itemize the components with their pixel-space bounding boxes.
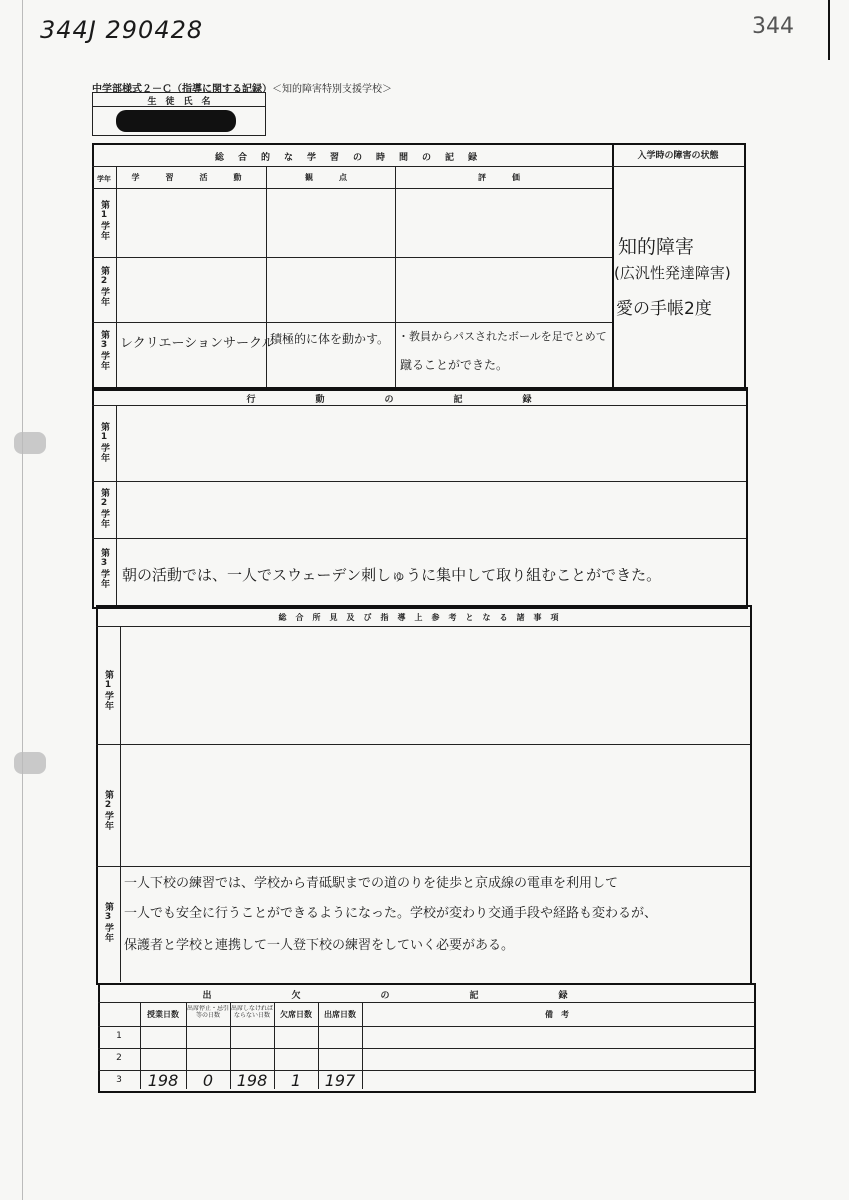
col-required: 出席しなければならない日数 <box>230 1005 273 1019</box>
attendance-title: 出欠の記録 <box>202 991 648 1001</box>
archive-code: 344J 290428 <box>40 16 204 44</box>
page-edge-right <box>828 0 830 60</box>
school-type: ＜知的障害特別支援学校＞ <box>272 84 392 95</box>
findings-year3-line3: 保護者と学校と連携して一人登下校の練習をしていく必要がある。 <box>124 938 515 953</box>
year3-evaluation-line2: 蹴ることができた。 <box>400 358 509 372</box>
col-evaluation: 評 価 <box>478 173 529 182</box>
att-row-2-year: 2 <box>116 1053 122 1063</box>
year3-viewpoint: 積極的に体を動かす。 <box>270 332 390 346</box>
year3-activity: レクリエーションサークル <box>120 336 275 351</box>
col-remarks: 備 考 <box>545 1010 569 1019</box>
att-row-3-required: 198 <box>236 1071 268 1090</box>
col-year: 学年 <box>97 175 111 183</box>
binder-ring-top <box>14 432 46 454</box>
disability-title: 入学時の障害の状態 <box>637 151 719 161</box>
att-row-1-year: 1 <box>116 1031 122 1041</box>
behavior-year3-text: 朝の活動では、一人でスウェーデン刺しゅうに集中して取り組むことができた。 <box>122 566 662 584</box>
beh-year-3-label: 第3学年 <box>99 548 109 589</box>
col-class-days: 授業日数 <box>147 1010 179 1019</box>
find-year-2-label: 第2学年 <box>103 790 113 831</box>
att-row-3-suspension: 0 <box>202 1071 214 1090</box>
page-number: 344 <box>752 14 794 39</box>
find-year-3-label: 第3学年 <box>103 902 113 943</box>
col-absent: 欠席日数 <box>280 1010 312 1019</box>
page-edge <box>22 0 23 1200</box>
find-year-1-label: 第1学年 <box>103 670 113 711</box>
att-row-3-year: 3 <box>116 1075 122 1085</box>
att-row-3-class-days: 198 <box>147 1071 179 1090</box>
disability-line3: 愛の手帳2度 <box>616 299 712 319</box>
is-year-1-label: 第1学年 <box>99 200 109 241</box>
is-year-2-label: 第2学年 <box>99 266 109 307</box>
integrated-study-title: 総合的な学習の時間の記録 <box>214 153 491 163</box>
beh-year-1-label: 第1学年 <box>99 422 109 463</box>
behavior-title: 行動の記録 <box>246 395 592 405</box>
col-viewpoint: 観 点 <box>305 173 356 182</box>
disability-line2: (広汎性発達障害) <box>614 264 731 282</box>
findings-title: 総合所見及び指導上参考となる諸事項 <box>278 613 568 622</box>
att-row-3-absent: 1 <box>290 1071 302 1090</box>
is-year-3-label: 第3学年 <box>99 330 109 371</box>
findings-year3-line2: 一人でも安全に行うことができるようになった。学校が変わり交通手段や経路も変わるが、 <box>124 906 658 921</box>
disability-line1: 知的障害 <box>618 236 695 258</box>
redacted-name <box>116 110 236 132</box>
findings-section <box>96 605 752 985</box>
col-suspension: 出席停止・忌引等の日数 <box>186 1005 229 1019</box>
binder-ring-bottom <box>14 752 46 774</box>
student-name-label: 生 徒 氏 名 <box>147 97 211 107</box>
beh-year-2-label: 第2学年 <box>99 488 109 529</box>
findings-year3-line1: 一人下校の練習では、学校から青砥駅までの道のりを徒歩と京成線の電車を利用して <box>124 876 619 891</box>
form-title: 中学部様式２－Ｃ（指導に関する記録） <box>92 84 272 95</box>
col-present: 出席日数 <box>324 1010 356 1019</box>
col-activity: 学 習 活 動 <box>131 173 251 182</box>
att-row-3-present: 197 <box>324 1071 356 1090</box>
year3-evaluation-line1: ・教員からパスされたボールを足でとめて <box>398 330 607 343</box>
